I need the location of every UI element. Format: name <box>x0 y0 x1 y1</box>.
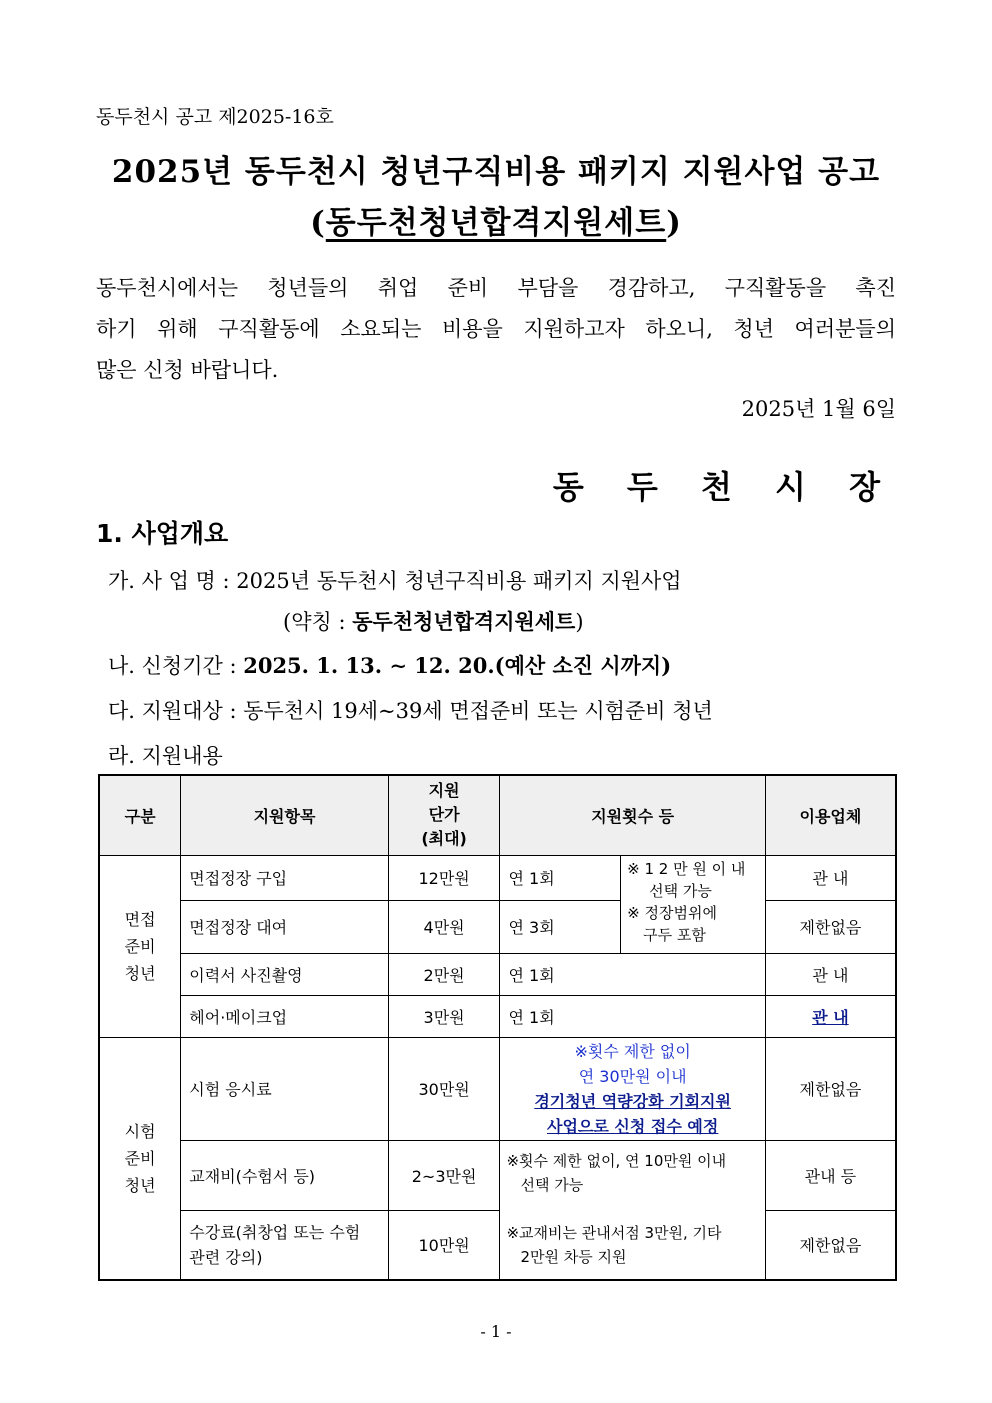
book-fee-note-2: 선택 가능 <box>520 1175 584 1194</box>
notice-number: 동두천시 공고 제2025-16호 <box>96 106 334 128</box>
exam-fee-note-1: ※횟수 제한 없이 <box>574 1041 691 1061</box>
cell-vendor-highlight: 관 내 <box>765 995 896 1037</box>
item-application-period <box>108 650 671 680</box>
book-fee-note <box>500 1140 765 1280</box>
cell-count: 연 1회 <box>500 953 765 995</box>
subtitle-open-paren: ( <box>310 205 326 241</box>
category-interview-2: 준비 <box>124 936 156 956</box>
alias-close: ) <box>575 610 584 634</box>
cell-item: 시험 응시료 <box>181 1037 388 1140</box>
cell-count: 연 3회 <box>500 900 621 953</box>
cell-vendor: 관내 등 <box>765 1140 896 1210</box>
category-exam-1: 시험 <box>124 1121 156 1141</box>
cell-item <box>181 1210 388 1280</box>
suit-note-1a: ※ 1 2 만 원 이 내 <box>627 859 746 878</box>
header-unit-1: 지원 <box>428 781 460 801</box>
table-header-row <box>99 775 896 855</box>
cell-item-line-2: 관련 강의) <box>189 1247 263 1267</box>
table-row <box>99 953 896 995</box>
cell-count: 연 1회 <box>500 995 765 1037</box>
exam-fee-note-2: 연 30만원 이내 <box>578 1066 687 1086</box>
item-project-alias <box>283 606 584 636</box>
cell-item: 이력서 사진촬영 <box>181 953 388 995</box>
notice-date: 2025년 1월 6일 <box>741 397 896 421</box>
signer: 동 두 천 시 장 <box>552 468 896 506</box>
cell-price: 2~3만원 <box>388 1140 500 1210</box>
item-project-name <box>108 565 682 595</box>
book-fee-note-4: 2만원 차등 지원 <box>520 1247 627 1266</box>
page-title: 2025년 동두천시 청년구직비용 패키지 지원사업 공고 <box>111 154 881 190</box>
table-row <box>99 1037 896 1140</box>
table-row <box>99 1140 896 1210</box>
item-a-value: 2025년 동두천시 청년구직비용 패키지 지원사업 <box>236 569 682 593</box>
exam-fee-note-4: 사업으로 신청 접수 예정 <box>547 1116 719 1136</box>
suit-note-1b: 선택 가능 <box>649 881 712 900</box>
intro-line-2: 하기 위해 구직활동에 소요되는 비용을 지원하고자 하오니, 청년 여러분들의 <box>96 317 896 341</box>
suit-note <box>621 855 766 953</box>
header-item: 지원항목 <box>181 775 388 855</box>
item-target <box>108 695 713 725</box>
category-interview-1: 면접 <box>124 909 156 929</box>
cell-item-line-1: 수강료(취창업 또는 수험 <box>189 1222 361 1242</box>
cell-vendor: 관 내 <box>765 953 896 995</box>
header-count: 지원횟수 등 <box>500 775 765 855</box>
cell-vendor: 제한없음 <box>765 1037 896 1140</box>
header-unit-3: (최대) <box>421 829 467 849</box>
item-c-label: 다. 지원대상 : <box>108 699 237 723</box>
item-b-label: 나. 신청기간 : <box>108 654 237 678</box>
item-c-value: 동두천시 19세∼39세 면접준비 또는 시험준비 청년 <box>243 699 713 723</box>
header-vendor: 이용업체 <box>765 775 896 855</box>
item-support-content: 라. 지원내용 <box>108 744 223 768</box>
table-row <box>99 1210 896 1280</box>
cell-item: 교재비(수험서 등) <box>181 1140 388 1210</box>
table-row <box>99 900 896 953</box>
cell-price: 4만원 <box>388 900 500 953</box>
cell-price: 3만원 <box>388 995 500 1037</box>
intro-line-1: 동두천시에서는 청년들의 취업 준비 부담을 경감하고, 구직활동을 촉진 <box>96 276 896 300</box>
intro-line-3: 많은 신청 바랍니다. <box>96 358 279 382</box>
exam-fee-note-3: 경기청년 역량강화 기회지원 <box>534 1091 731 1111</box>
cell-price: 10만원 <box>388 1210 500 1280</box>
item-a-label: 가. 사 업 명 : <box>108 569 230 593</box>
category-exam <box>99 1037 181 1280</box>
cell-item: 면접정장 구입 <box>181 855 388 900</box>
category-interview <box>99 855 181 1037</box>
category-exam-2: 준비 <box>124 1148 156 1168</box>
table-row <box>99 855 896 900</box>
book-fee-note-3: ※교재비는 관내서점 3만원, 기타 <box>506 1223 722 1242</box>
subtitle-nickname: 동두천청년합격지원세트 <box>325 205 667 241</box>
cell-vendor: 관 내 <box>765 855 896 900</box>
support-table <box>98 774 897 1281</box>
header-unit-price <box>388 775 500 855</box>
alias-open: (약칭 : <box>283 610 353 634</box>
header-category: 구분 <box>99 775 181 855</box>
alias-name: 동두천청년합격지원세트 <box>352 610 576 634</box>
table-row <box>99 995 896 1037</box>
cell-item: 면접정장 대여 <box>181 900 388 953</box>
category-exam-3: 청년 <box>124 1175 156 1195</box>
page-subtitle <box>0 197 992 242</box>
section-heading: 1. 사업개요 <box>96 519 229 548</box>
cell-price: 30만원 <box>388 1037 500 1140</box>
cell-price: 12만원 <box>388 855 500 900</box>
cell-vendor: 제한없음 <box>765 1210 896 1280</box>
suit-note-2b: 구두 포함 <box>643 925 706 944</box>
exam-fee-note <box>500 1037 765 1140</box>
category-interview-3: 청년 <box>124 963 156 983</box>
header-unit-2: 단가 <box>428 805 460 825</box>
cell-count: 연 1회 <box>500 855 621 900</box>
cell-vendor: 제한없음 <box>765 900 896 953</box>
book-fee-note-1: ※횟수 제한 없이, 연 10만원 이내 <box>506 1151 727 1170</box>
cell-item: 헤어·메이크업 <box>181 995 388 1037</box>
suit-note-2a: ※ 정장범위에 <box>627 903 717 922</box>
cell-price: 2만원 <box>388 953 500 995</box>
item-b-value: 2025. 1. 13. ∼ 12. 20.(예산 소진 시까지) <box>243 653 672 678</box>
page-number: - 1 - <box>480 1322 512 1341</box>
subtitle-close-paren: ) <box>666 205 682 241</box>
